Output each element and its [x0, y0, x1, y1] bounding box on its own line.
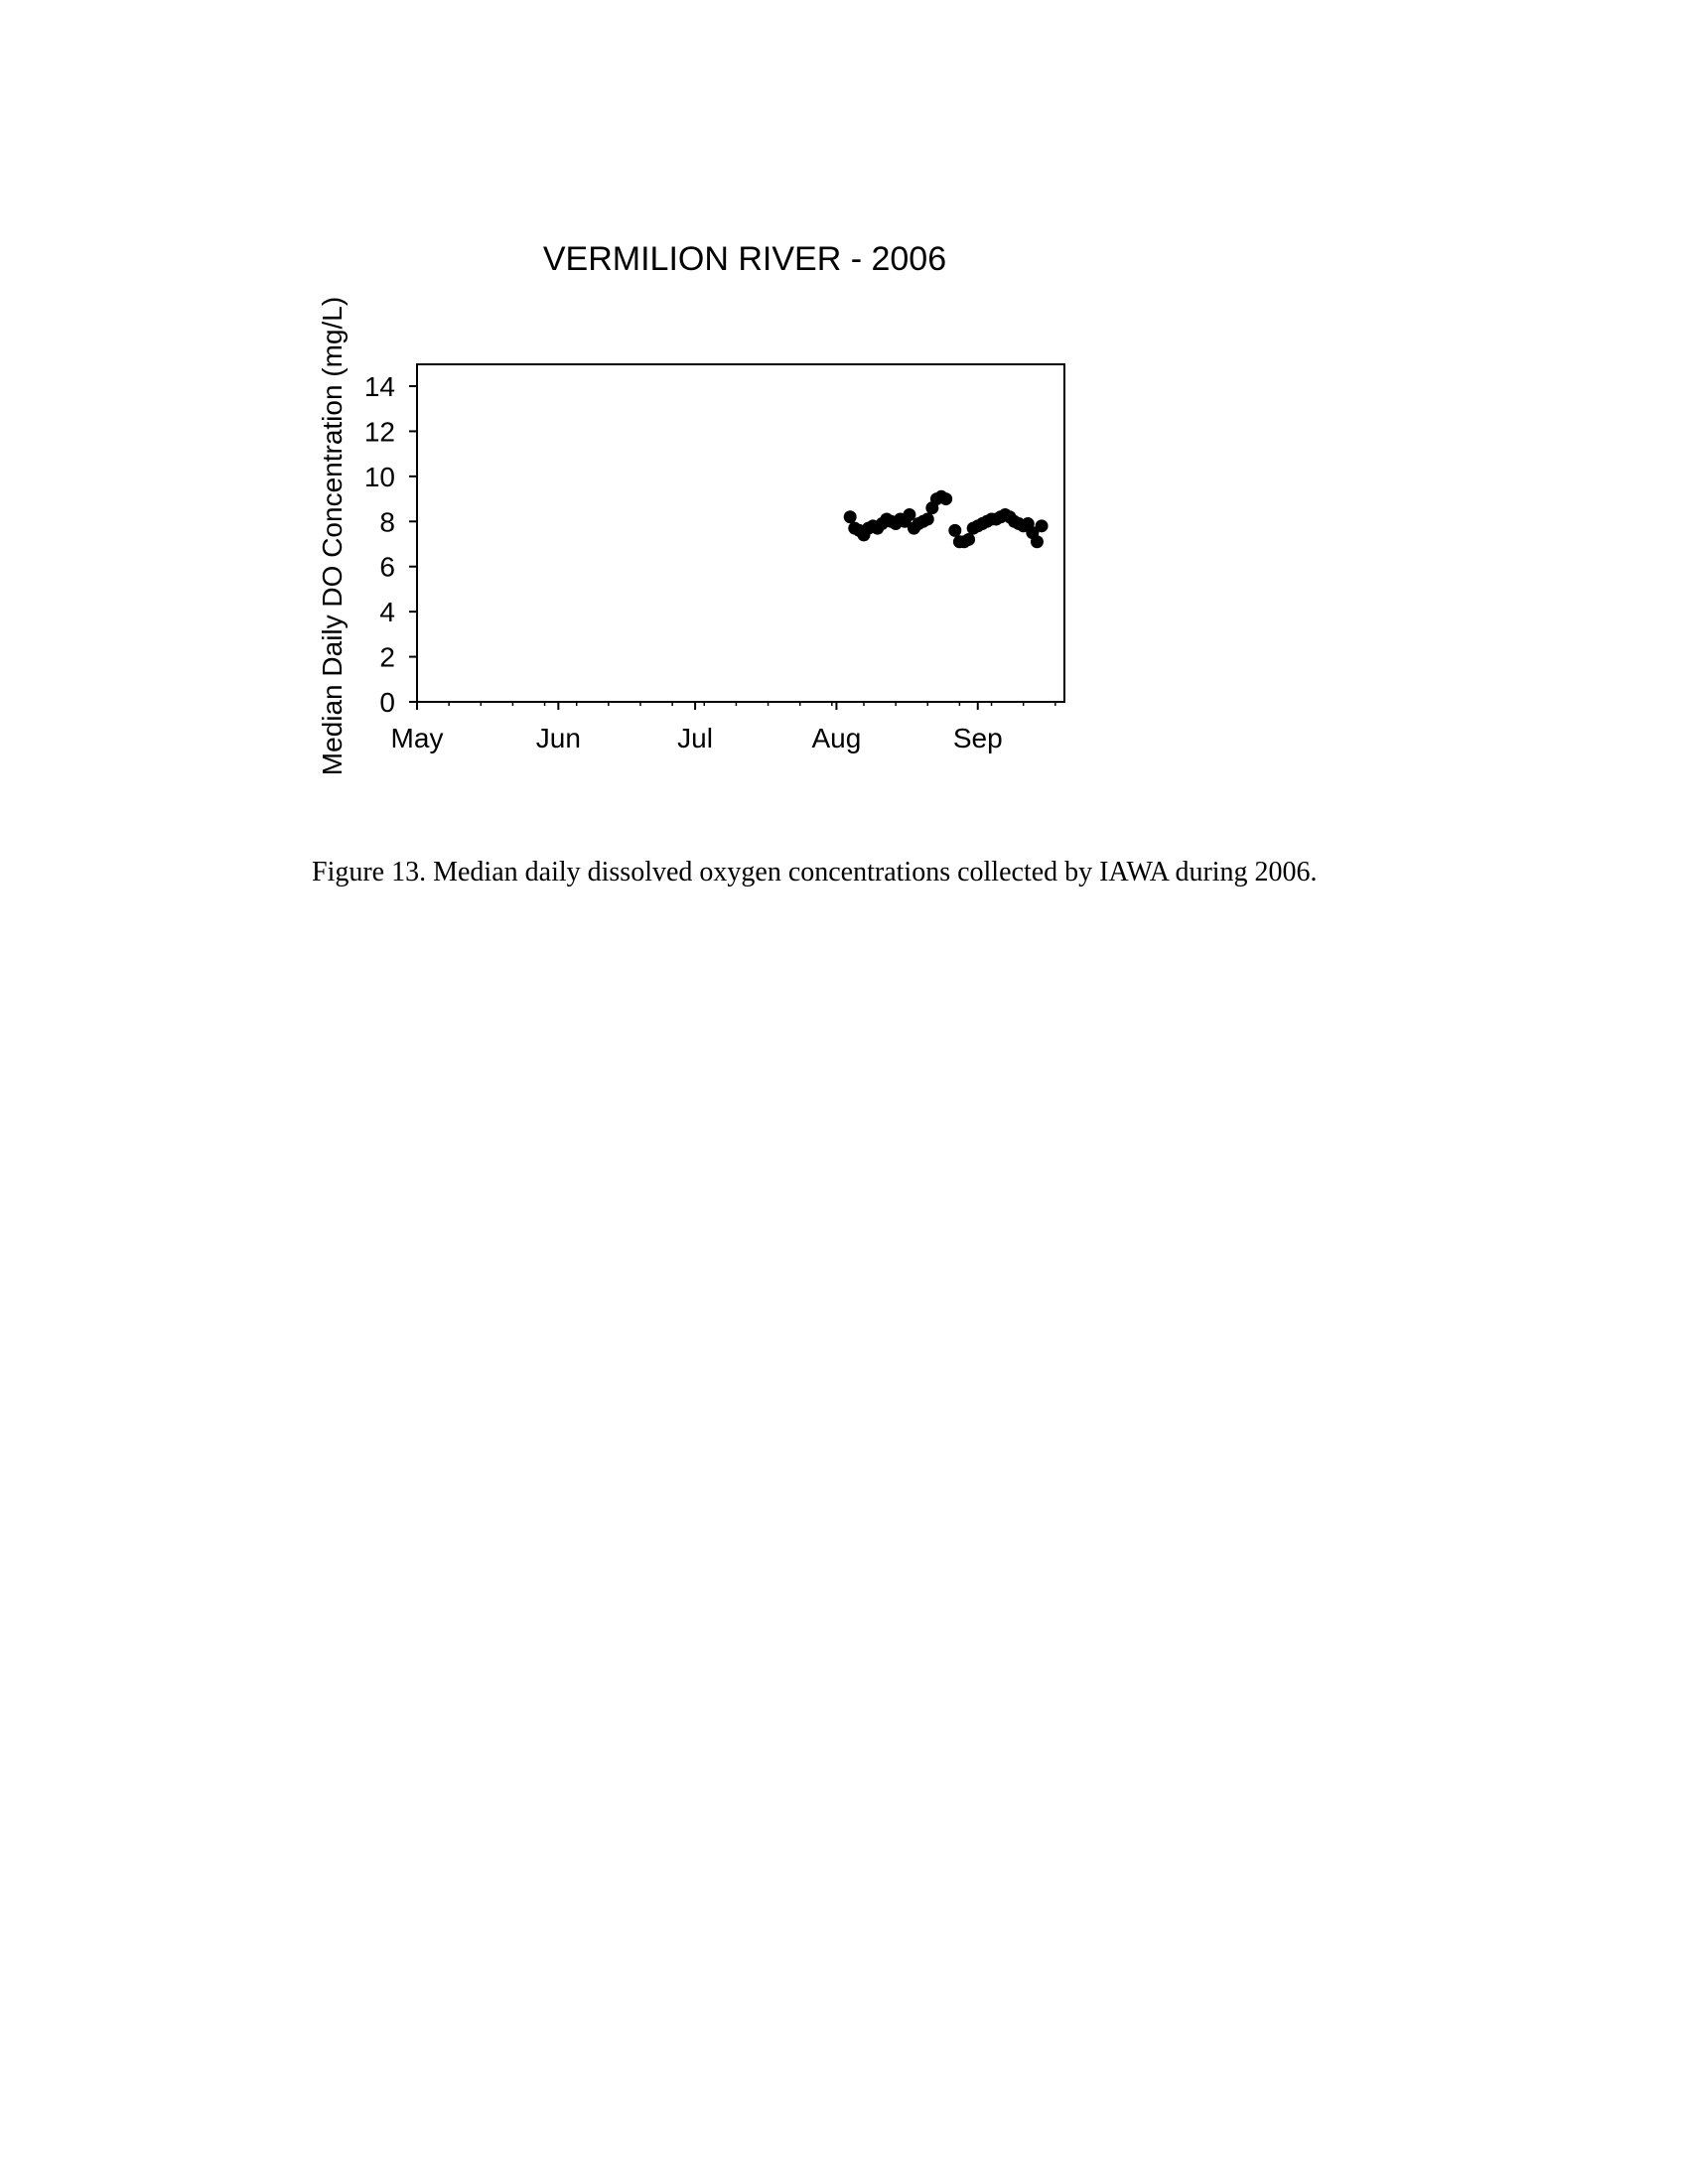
y-axis — [364, 371, 417, 718]
plot-area-frame — [417, 364, 1064, 702]
x-tick-label: May — [390, 723, 444, 753]
data-point — [962, 533, 975, 546]
x-axis — [391, 702, 1055, 753]
x-tick-label: Jun — [535, 723, 581, 753]
y-tick-label: 6 — [379, 551, 395, 583]
y-axis-label: Median Daily DO Concentration (mg/L) — [317, 296, 348, 776]
data-point — [1031, 535, 1044, 548]
y-tick-label: 8 — [379, 506, 395, 538]
figure-caption: Figure 13. Median daily dissolved oxygen concentrations collected by IAWA during 2006. — [312, 857, 1318, 887]
y-tick-label: 14 — [363, 371, 395, 402]
x-tick-label: Aug — [811, 723, 862, 753]
dissolved-oxygen-chart — [0, 0, 1684, 874]
y-tick-label: 12 — [363, 416, 395, 448]
y-tick-label: 4 — [379, 597, 395, 628]
y-tick-label: 10 — [363, 461, 395, 492]
data-point — [921, 513, 934, 526]
y-tick-label: 0 — [379, 687, 395, 718]
data-point — [939, 492, 952, 505]
chart-title: VERMILION RIVER - 2006 — [542, 240, 947, 278]
data-point — [948, 524, 961, 537]
data-point — [1036, 519, 1049, 532]
data-point — [844, 510, 857, 523]
x-tick-label: Sep — [952, 723, 1003, 753]
y-tick-label: 2 — [379, 641, 395, 673]
x-tick-label: Jul — [677, 723, 713, 753]
data-points — [844, 490, 1049, 548]
